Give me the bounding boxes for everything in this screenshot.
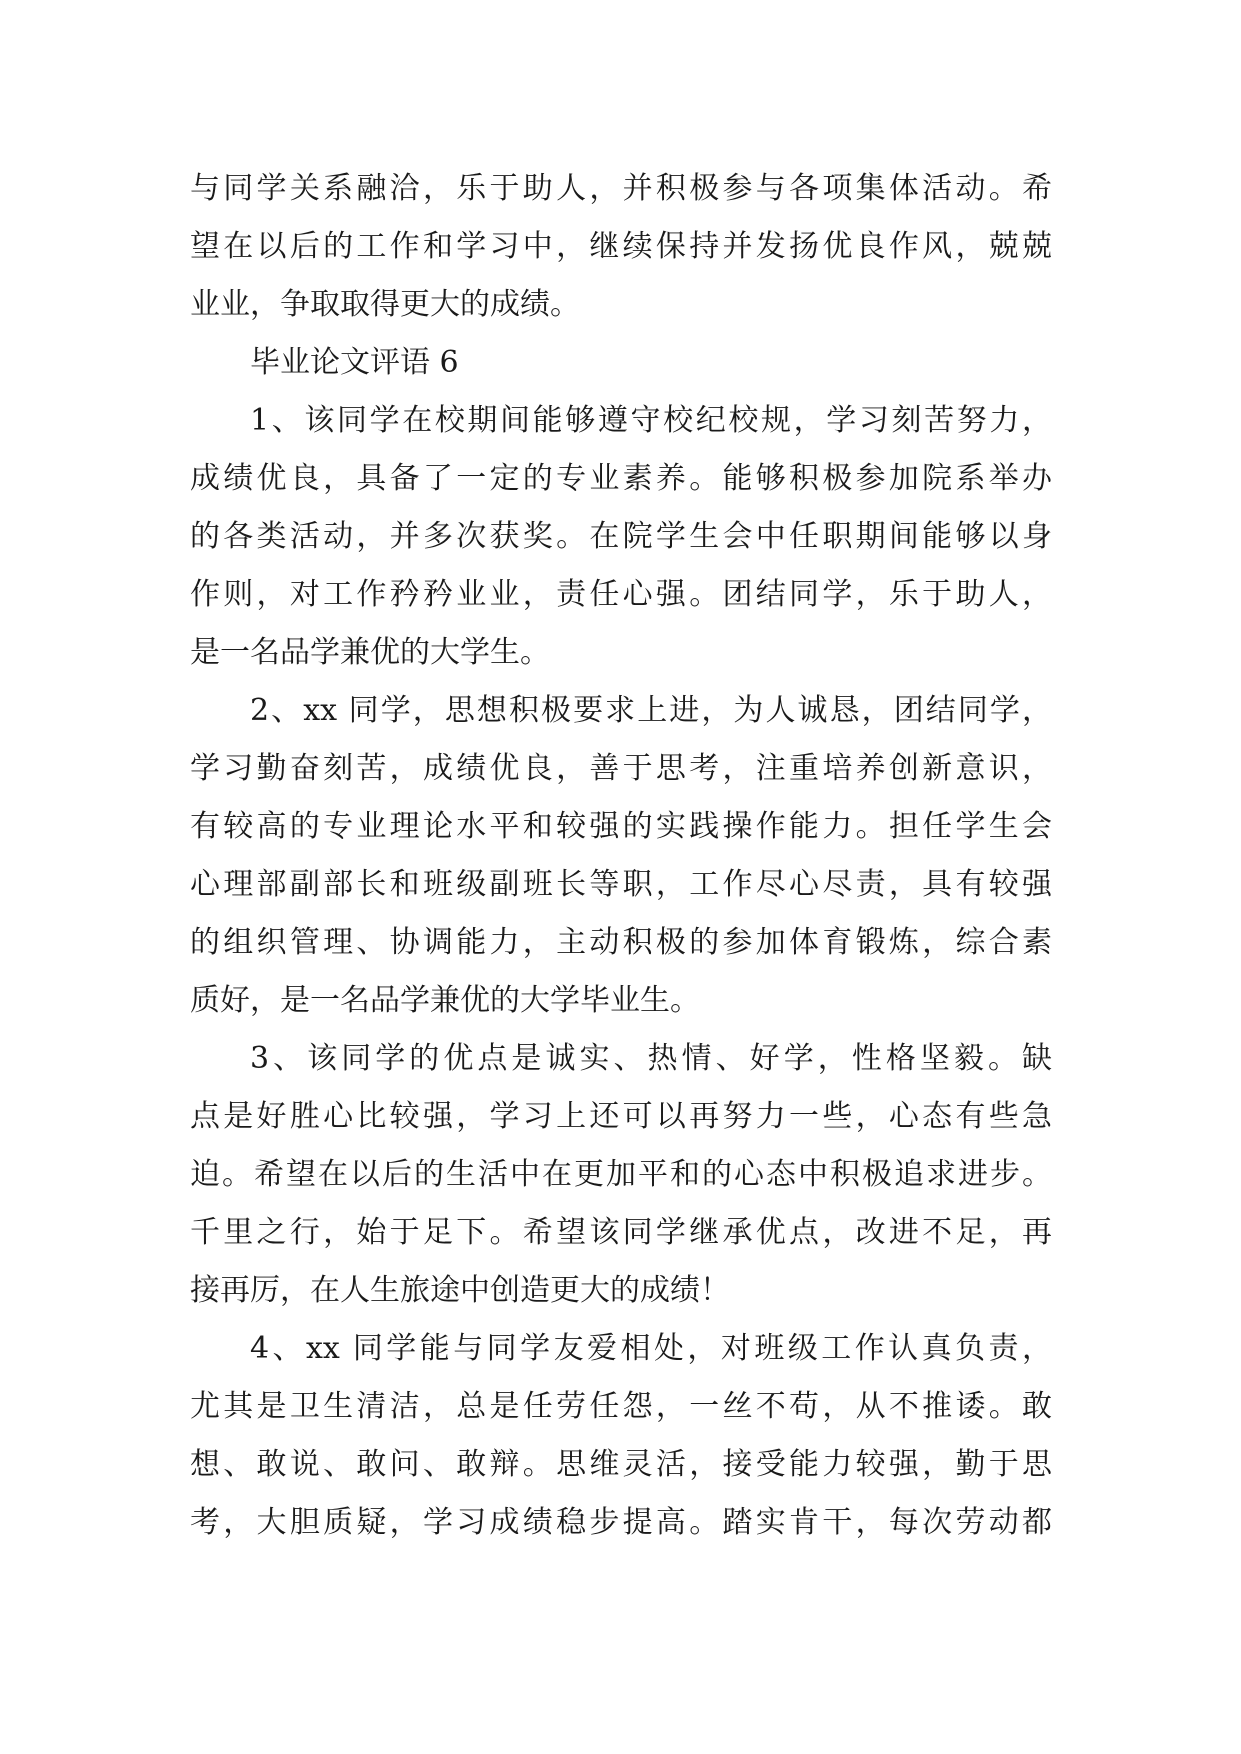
text-line: 望在以后的工作和学习中，继续保持并发扬优良作风，兢兢: [190, 229, 1052, 264]
text-line: 4、xx 同学能与同学友爱相处，对班级工作认真负责，: [250, 1331, 1052, 1366]
text-line: 质好，是一名品学兼优的大学毕业生。: [190, 983, 700, 1018]
text-line: 3、该同学的优点是诚实、热情、好学，性格坚毅。缺: [250, 1041, 1052, 1076]
text-line: 的组织管理、协调能力，主动积极的参加体育锻炼，综合素: [190, 925, 1052, 960]
text-line: 有较高的专业理论水平和较强的实践操作能力。担任学生会: [190, 809, 1052, 844]
text-line: 学习勤奋刻苦，成绩优良，善于思考，注重培养创新意识，: [190, 751, 1052, 786]
text-line: 是一名品学兼优的大学生。: [190, 635, 550, 670]
text-line: 想、敢说、敢问、敢辩。思维灵活，接受能力较强，勤于思: [190, 1447, 1052, 1482]
text-line: 千里之行，始于足下。希望该同学继承优点，改进不足，再: [190, 1215, 1052, 1250]
text-line: 点是好胜心比较强，学习上还可以再努力一些，心态有些急: [190, 1099, 1052, 1134]
text-line: 的各类活动，并多次获奖。在院学生会中任职期间能够以身: [190, 519, 1052, 554]
text-line: 与同学关系融洽，乐于助人，并积极参与各项集体活动。希: [190, 171, 1052, 206]
text-line: 心理部副部长和班级副班长等职，工作尽心尽责，具有较强: [190, 867, 1052, 902]
text-line: 业业，争取取得更大的成绩。: [190, 287, 580, 322]
document-body: [190, 160, 1052, 1552]
text-line: 1、该同学在校期间能够遵守校纪校规，学习刻苦努力，: [250, 403, 1052, 438]
text-line: 2、xx 同学，思想积极要求上进，为人诚恳，团结同学，: [250, 693, 1052, 728]
text-line: 迫。希望在以后的生活中在更加平和的心态中积极追求进步。: [190, 1157, 1052, 1192]
text-line: 考，大胆质疑，学习成绩稳步提高。踏实肯干，每次劳动都: [190, 1505, 1052, 1540]
text-line: 成绩优良，具备了一定的专业素养。能够积极参加院系举办: [190, 461, 1052, 496]
text-line: 接再厉，在人生旅途中创造更大的成绩！: [190, 1273, 730, 1308]
section-heading: 毕业论文评语 6: [250, 345, 459, 380]
text-line: 尤其是卫生清洁，总是任劳任怨，一丝不苟，从不推诿。敢: [190, 1389, 1052, 1424]
text-line: 作则，对工作矜矜业业，责任心强。团结同学，乐于助人，: [190, 577, 1052, 612]
